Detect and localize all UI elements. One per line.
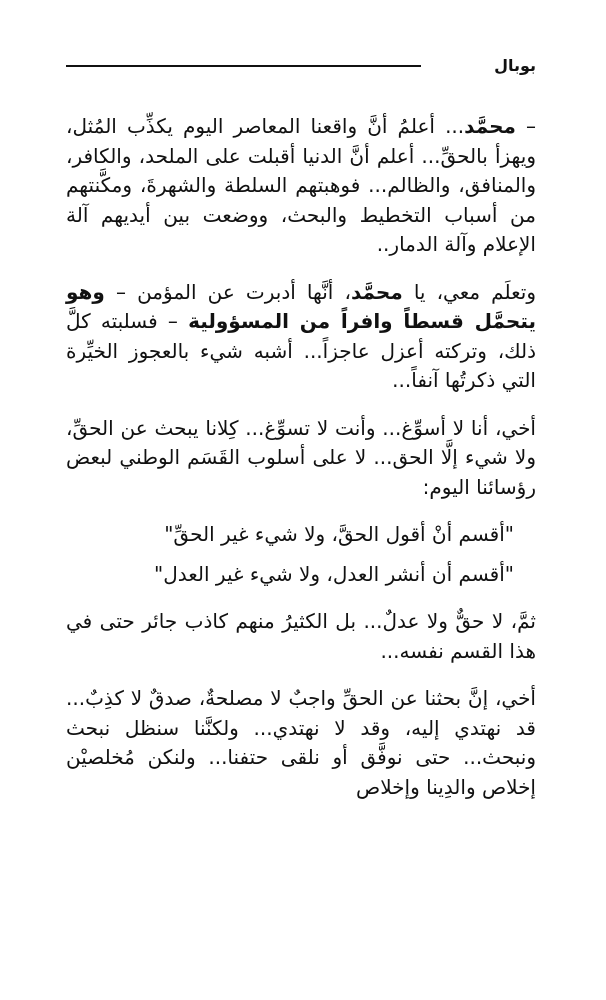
paragraph-1-text: ... أعلمُ أنَّ واقعنا المعاصر اليوم يكذِّب المُثل، ويهزأ بالحقِّ... أعلم أنَّ الدنيا أقبلت على الملحد، والكافر، والمنافق، والظالم... فوهبتهم السلطة والشهرةَ، ومكَّنتهم من أسباب التخطيط والبحث، ووضعت بين أيديهم آلة الإعلام وآلة الدمار..	[66, 114, 536, 256]
addressee-name: محمَّد	[464, 114, 516, 138]
paragraph-2	[66, 278, 536, 396]
body-text	[66, 112, 536, 820]
paragraph-1	[66, 112, 536, 260]
header-rule	[66, 65, 421, 67]
paragraph-2-part-1: وتعلَم معي، يا	[402, 279, 536, 304]
emphasized-phrase: وهو يتحمَّل قسطاً وافراً من المسؤولية	[66, 279, 536, 333]
oath-quote-1: "أقسم أنْ أقول الحقَّ، ولا شيء غير الحقِّ"	[164, 522, 514, 546]
oath-quote-2: "أقسم أن أنشر العدل، ولا شيء غير العدل"	[154, 561, 514, 586]
paragraph-2-part-3: – فسلبته كلَّ ذلك، وتركته أعزل عاجزاً... أشبه شيء بالعجوز الخيِّرة التي ذكرتُها آنفاً...	[66, 309, 536, 392]
addressee-name: محمَّد	[350, 279, 403, 304]
paragraph-3: أخي، أنا لا أسوِّغ... وأنت لا تسوِّغ... كِلانا يبحث عن الحقِّ، ولا شيء إلَّا الحق... لا على أسلوب القَسَم الوطني لبعض رؤسائنا اليوم:	[66, 415, 536, 499]
page-header	[66, 56, 536, 76]
paragraph-2-part-2: ، أنَّها أدبرت عن المؤمن –	[104, 279, 351, 304]
paragraph-1-dash: –	[515, 114, 537, 138]
paragraph-7: أخي، إنَّ بحثنا عن الحقِّ واجبٌ لا مصلحةٌ، صدقٌ لا كذِبٌ... قد نهتدي إليه، وقد لا نهتدي... ولكنَّنا سنظل نبحث ونبحث... حتى نوفَّق أو نلقى حتفنا... ولنكن مُخلصيْن إخلاص والدِينا وإخلاص	[66, 686, 536, 799]
running-title: بوبال	[494, 56, 536, 75]
paragraph-6: ثمَّ، لا حقٌّ ولا عدلٌ... بل الكثيرُ منهم كاذب جائر حتى في هذا القسم نفسه...	[66, 609, 536, 663]
